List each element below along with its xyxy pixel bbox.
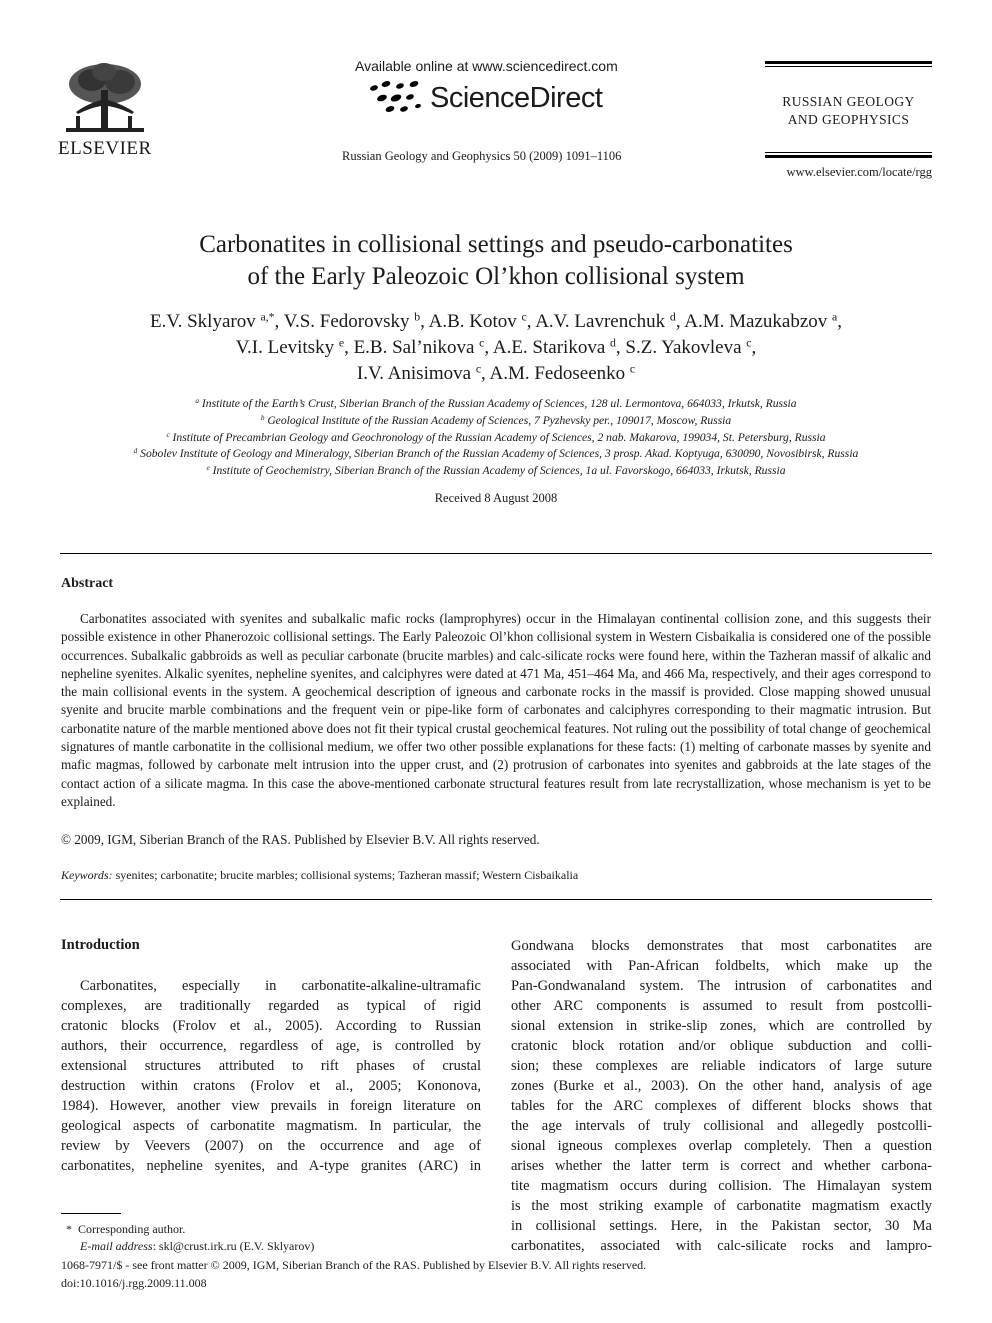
text-line: sion; these complexes are reliable indicators of large suture (511, 1058, 932, 1074)
issn-line: 1068-7971/$ - see front matter © 2009, IGM, Siberian Branch of the RAS. Published by Elsevier B.V. All rights reserved. (61, 1258, 647, 1272)
text-line: in collisional settings. Here, in the Pakistan sector, 30 Ma (511, 1218, 932, 1234)
introduction-right-column (511, 936, 932, 1256)
author-name[interactable]: A.B. Kotov (428, 311, 517, 332)
text-line: cratonic block rotation and/or oblique subduction and colli- (511, 1038, 932, 1054)
author-affiliation-mark: e (338, 336, 345, 350)
author-affiliation-mark: c (521, 310, 527, 324)
author-name[interactable]: I.V. Anisimova (356, 363, 472, 384)
received-date: Received 8 August 2008 (434, 491, 558, 505)
author-affiliation-mark: a (832, 310, 838, 324)
section-divider (60, 553, 932, 554)
affiliation-item: $^a$ Institute of the Earth’s Crust, Siberian Branch of the Russian Academy of Sciences, 128 ul. Lermontova, 664033, Irkutsk, Russia (195, 397, 797, 410)
author-affiliation-mark: c (629, 362, 636, 376)
text-line: Carbonatites, especially in carbonatite-alkaline-ultramafic (80, 978, 481, 994)
journal-box-rule (765, 152, 932, 153)
keywords-text: syenites; carbonatite; brucite marbles; collisional systems; Tazheran massif; Western Cisbaikalia (115, 868, 579, 882)
footnote-mark: * (66, 1222, 72, 1236)
text-line: review by Veevers (2007) on the occurrence and age of (61, 1138, 481, 1154)
author-affiliation-mark: a,* (260, 310, 275, 324)
title-line: of the Early Paleozoic Ol’khon collisional system (247, 263, 745, 290)
text-line: authors, their occurrence, regardless of age, is controlled by (61, 1038, 481, 1054)
text-line: 1984). However, another view prevails in foreign literature on (61, 1098, 481, 1114)
author-name[interactable]: E.V. Sklyarov (149, 311, 256, 332)
journal-title (765, 93, 932, 129)
abstract-text: Carbonatites associated with syenites and subalkalic mafic rocks (lamprophyres) occur in the Himalayan continental collision zone, and this suggests their possible existence in other Phanerozoic collisional settings. The Early Paleozoic Ol’khon collisional system in Western Cisbaikalia is considered one of the possible occurrences. Subalkalic gabbroids as well as peculiar carbonate (brucite marbles) and calc-silicate rocks were found here, within the Tazheran massif of alkalic and nepheline syenites. Alkalic syenites, nepheline syenites, and calciphyres were dated at 471 Ma, 451–464 Ma, and 466 Ma, respectively, and their ages correspond to the main collisional events in the system. A geochemical description of igneous and carbonate rocks in the massif is provided. Close mapping showed unusual syenite and brucite marble combinations and the frequent vein or pipe-like form of carbonates and calciphyres corresponding to their magmatic intrusion. But carbonatite nature of the marble mentioned above does not fit their typical crustal geochemical features. Not ruling out the possibility of total change of geochemical signatures of mantle carbonatite in the collisional medium, we offer two other possible explanations for these facts: (1) melting of carbonate masses by syenite and mafic magmas, followed by carbonate melt intrusion into the upper crust, and (2) protrusion of carbonates into syenites and gabbroids at the late stages of the contact action of a silicate magma. In this case the above-mentioned carbonate structural features result from late recrystallization, whose mechanism is yet to be explained. (61, 611, 931, 809)
author-name[interactable]: S.Z. Yakovleva (625, 337, 742, 358)
text-line: carbonatites, associated with calc-silicate rocks and lampro- (511, 1238, 932, 1254)
author-affiliation-mark: c (475, 362, 482, 376)
author-affiliation-mark: d (669, 310, 676, 324)
author-list (60, 309, 932, 387)
affiliation-item: $^b$ Geological Institute of the Russian Academy of Sciences, 7 Pyzhevsky per., 109017, Moscow, Russia (260, 413, 732, 427)
email-footnote (80, 1239, 314, 1254)
affiliation-list (60, 396, 932, 480)
text-line: is the most striking example of carbonatite magmatism exactly (511, 1198, 932, 1214)
author-affiliation-mark: b (414, 310, 421, 324)
title-line: Carbonatites in collisional settings and pseudo-carbonatites (199, 231, 793, 258)
section-divider (60, 899, 932, 900)
text-line: the age intervals of truly collisional and allegedly postcolli- (511, 1118, 932, 1134)
text-line: arises whether the latter term is correct and whether carbona- (511, 1158, 932, 1174)
footnote-text: Corresponding author. (78, 1222, 186, 1236)
publisher-name: ELSEVIER (58, 138, 152, 159)
text-line: destruction within cratons (Frolov et al., 2005; Kononova, (61, 1078, 481, 1094)
keywords-label: Keywords: (61, 868, 113, 882)
sciencedirect-logo (368, 78, 628, 120)
author-name[interactable]: A.M. Mazukabzov (684, 311, 828, 332)
available-online-text: Available online at www.sciencedirect.com (355, 58, 618, 74)
sciencedirect-name: ScienceDirect (430, 82, 603, 114)
introduction-heading: Introduction (61, 937, 140, 953)
affiliation-item: $^e$ Institute of Geochemistry, Siberian Branch of the Russian Academy of Sciences, 1a ul. Favorskogo, 664033, Irkutsk, Russia (206, 464, 786, 478)
abstract-body (61, 610, 931, 811)
abstract-heading: Abstract (61, 576, 114, 591)
text-line: Pan-Gondwanaland system. The intrusion of carbonatites and (511, 978, 932, 994)
author-name[interactable]: E.B. Sal’nikova (353, 337, 475, 358)
elsevier-logo (58, 60, 154, 160)
author-affiliation-mark: c (479, 336, 485, 350)
text-line: complexes, are traditionally regarded as typical of rigid (61, 998, 481, 1014)
journal-title-line: RUSSIAN GEOLOGY (782, 94, 915, 109)
keywords (61, 868, 578, 883)
author-name[interactable]: A.E. Starikova (492, 337, 606, 358)
affiliation-item: $^d$ Sobolev Institute of Geology and Mineralogy, Siberian Branch of the Russian Academy of Sciences, 3 prosp. Akad. Koptyuga, 630090, Novosibirsk, Russia (133, 447, 859, 461)
text-line: Gondwana blocks demonstrates that most carbonatites are (511, 938, 932, 954)
email-link[interactable]: : skl@crust.irk.ru (E.V. Sklyarov) (152, 1239, 315, 1253)
journal-citation: Russian Geology and Geophysics 50 (2009) 1091–1106 (342, 149, 622, 163)
text-line: tables for the ARC complexes of different blocks shows that (511, 1098, 932, 1114)
text-line: tite magmatism occurs during collision. The Himalayan system (511, 1178, 932, 1194)
author-name[interactable]: V.I. Levitsky (235, 337, 335, 358)
journal-box-rule (765, 155, 932, 158)
corresponding-author-note (66, 1222, 185, 1237)
text-line: associated with Pan-African foldbelts, which make up the (511, 958, 932, 974)
footnote-rule (61, 1213, 121, 1214)
text-line: cratonic blocks (Frolov et al., 2005). According to Russian (61, 1018, 481, 1034)
journal-title-line: AND GEOPHYSICS (787, 112, 910, 127)
text-line: carbonatites, nepheline syenites, and A-type granites (ARC) in (61, 1158, 481, 1174)
text-line: zones (Burke et al., 2003). On the other hand, analysis of age (511, 1078, 932, 1094)
text-line: sional extension in strike-slip zones, which are controlled by (511, 1018, 932, 1034)
author-line: I.V. Anisimova $^c$, A.M. Fedoseenko $^c$ (356, 362, 636, 384)
doi-link[interactable]: doi:10.1016/j.rgg.2009.11.008 (61, 1276, 207, 1290)
text-line: geological aspects of carbonatite magmatism. In particular, the (61, 1118, 481, 1134)
sciencedirect-dots-icon (368, 78, 428, 120)
author-line: V.I. Levitsky $^e$, E.B. Sal’nikova $^c$, A.E. Starikova $^d$, S.Z. Yakovleva $^c$, (235, 336, 757, 358)
author-affiliation-mark: c (746, 336, 752, 350)
text-line: other ARC components is assumed to result from postcolli- (511, 998, 932, 1014)
copyright-notice: © 2009, IGM, Siberian Branch of the RAS. Published by Elsevier B.V. All rights reserved. (61, 832, 540, 847)
email-label: E-mail address (80, 1239, 153, 1253)
journal-url-link[interactable]: www.elsevier.com/locate/rgg (786, 165, 932, 179)
text-line: sional igneous complexes overlap completely. Then a question (511, 1138, 932, 1154)
author-name[interactable]: A.M. Fedoseenko (489, 363, 626, 384)
author-name[interactable]: A.V. Lavrenchuk (535, 311, 666, 332)
journal-box-rule (765, 61, 932, 64)
author-name[interactable]: V.S. Fedorovsky (283, 311, 410, 332)
author-line: E.V. Sklyarov $^{a,*}$, V.S. Fedorovsky $^b$, A.B. Kotov $^c$, A.V. Lavrenchuk $^d$, A.M. Mazukabzov $^a$, (149, 310, 842, 332)
article-title (60, 229, 932, 293)
introduction-left-column (61, 976, 481, 1176)
author-affiliation-mark: d (610, 336, 616, 350)
text-line: extensional structures attributed to rift phases of crustal (61, 1058, 481, 1074)
journal-box-rule (765, 66, 932, 67)
affiliation-item: $^c$ Institute of Precambrian Geology and Geochronology of the Russian Academy of Sciences, 2 nab. Makarova, 199034, St. Petersburg, Russia (166, 430, 826, 444)
elsevier-tree-icon (62, 60, 148, 138)
